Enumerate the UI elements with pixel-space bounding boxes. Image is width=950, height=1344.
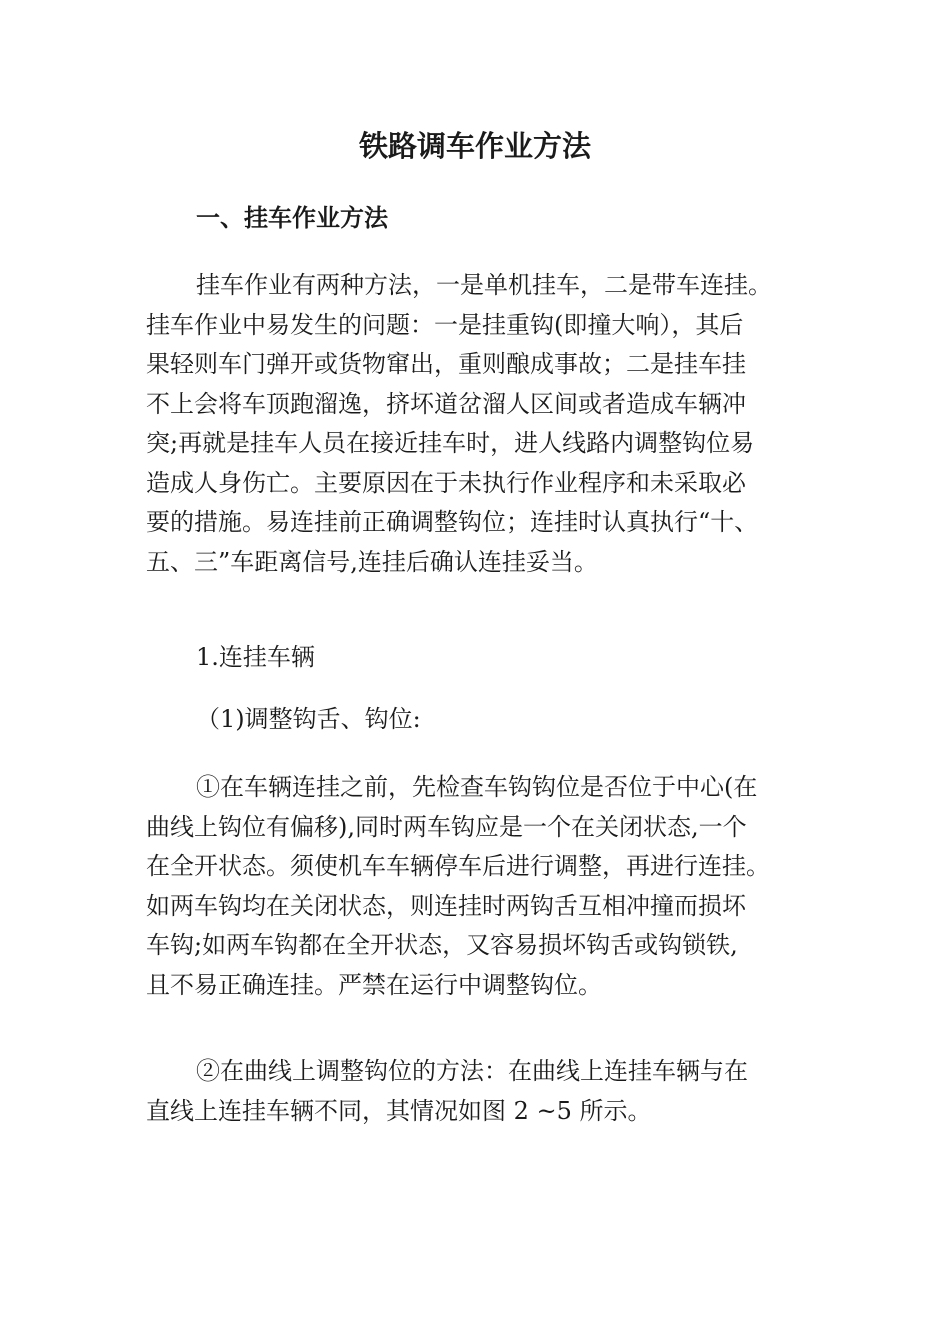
text-line: 挂车作业中易发生的问题：一是挂重钩(即撞大响），其后 [146,310,744,339]
text-line: 且不易正确连挂。严禁在运行中调整钩位。 [146,970,602,999]
sub-subsection-heading [146,700,806,740]
paragraph-coupler-adjustment [146,768,806,1005]
text-line: 五、三”车距离信号,连挂后确认连挂妥当。 [146,547,598,576]
paragraph-coupling-overview [146,266,806,582]
text-line: 果轻则车门弹开或货物窜出，重则酿成事故；二是挂车挂 [146,350,746,378]
section-heading: 一、挂车作业方法 [196,203,388,232]
text-line: 如两车钩均在关闭状态，则连挂时两钩舌互相冲撞而损坏 [146,891,746,920]
document-title: 铁路调车作业方法 [358,129,591,163]
text-line: 车钩;如两车钩都在全开状态，又容易损坏钩舌或钩锁铁, [146,931,738,959]
text-line: 不上会将车顶跑溜逸，挤坏道岔溜人区间或者造成车辆冲 [146,389,746,418]
text-line: 造成人身伤亡。主要原因在于未执行作业程序和未采取必 [146,468,746,497]
subsection-heading [146,638,806,678]
text-line: ①在车辆连挂之前，先检查车钩钩位是否位于中心(在 [196,773,758,801]
text-line: 在全开状态。须使机车车辆停车后进行调整，再进行连挂。 [146,852,770,880]
sub-subsection-heading-text: （1)调整钩舌、钩位: [196,705,421,733]
paragraph-curve-adjustment [146,1052,806,1131]
text-line: 曲线上钩位有偏移),同时两车钩应是一个在关闭状态,一个 [146,812,747,841]
text-line: 突;再就是挂车人员在接近挂车时，进人线路内调整钩位易 [146,429,755,457]
text-line: ②在曲线上调整钩位的方法：在曲线上连挂车辆与在 [196,1057,748,1085]
subsection-heading-text: 1.连挂车辆 [196,643,315,671]
text-line: 直线上连挂车辆不同，其情况如图 2 ~5 所示。 [146,1096,652,1125]
text-line: 要的措施。易连挂前正确调整钩位；连挂时认真执行“十、 [146,508,759,536]
text-line: 挂车作业有两种方法，一是单机挂车，二是带车连挂。 [196,271,772,299]
